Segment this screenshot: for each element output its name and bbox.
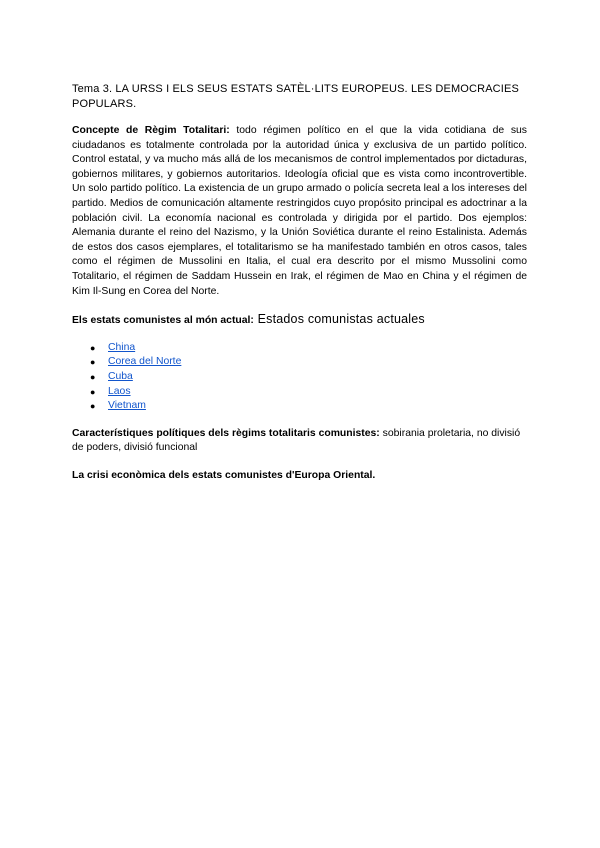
list-item — [90, 355, 527, 370]
bullet-icon: ● — [90, 401, 96, 412]
countries-list — [72, 341, 527, 414]
characteristics-label: Característiques polítiques dels règims totalitaris comunistes: — [72, 427, 380, 439]
country-link-laos[interactable]: Laos — [108, 385, 131, 397]
bullet-icon: ● — [90, 357, 96, 368]
country-link-corea-del-norte[interactable]: Corea del Norte — [108, 356, 182, 368]
states-label: Els estats comunistes al món actual: — [72, 315, 254, 327]
list-item — [90, 399, 527, 414]
characteristics-text: sobirania proletaria, no divisió de poders, divisió funcional — [72, 427, 521, 454]
concept-text: todo régimen político en el que la vida cotidiana de sus ciudadanos es totalmente controlada por la autoridad única y exclusiva de un partido político. Control estatal, y va mucho más allá de los mecanismos de control implementados por dictaduras, gobiernos militares, y gobiernos autoritarios. Ideología oficial que es vista como incontrovertible. Un solo partido político. La existencia de un grupo armado o policía secreta leal a los intereses del partido. Medios de comunicación altamente restringidos cuyo propósito principal es adoctrinar a la población civil. La economía nacional es controlada y dirigida por el partido. Dos ejemplos: Alemania durante el reino del Nazismo, y la Unión Soviética durante el reino Estalinista. Además de estos dos casos ejemplares, el totalitarismo se ha manifestado también en otros casos, tales como el régimen de Mussolini en Italia, el cual era descrito por el mismo Mussolini como Totalitario, el régimen de Saddam Hussein en Irak, el régimen de Mao en China y el régimen de Kim Il-Sung en Corea del Norte. — [72, 125, 527, 297]
country-link-vietnam[interactable]: Vietnam — [108, 400, 146, 412]
country-link-cuba[interactable]: Cuba — [108, 370, 133, 382]
bullet-icon: ● — [90, 386, 96, 397]
concept-paragraph — [72, 124, 527, 299]
bullet-icon: ● — [90, 371, 96, 382]
states-subtitle: Estados comunistas actuales — [253, 312, 425, 327]
concept-label: Concepte de Règim Totalitari: — [72, 125, 230, 136]
list-item — [90, 370, 527, 385]
list-item — [90, 385, 527, 400]
document-title: Tema 3. LA URSS I ELS SEUS ESTATS SATÈL·LITS EUROPEUS. LES DEMOCRACIES POPULARS. — [72, 83, 519, 110]
states-paragraph — [72, 312, 527, 329]
document-page — [72, 82, 527, 496]
bullet-icon: ● — [90, 342, 96, 353]
country-link-china[interactable]: China — [108, 341, 136, 353]
list-item — [90, 341, 527, 356]
crisis-heading: La crisi econòmica dels estats comunistes d'Europa Oriental. — [72, 469, 376, 481]
characteristics-paragraph — [72, 427, 527, 456]
